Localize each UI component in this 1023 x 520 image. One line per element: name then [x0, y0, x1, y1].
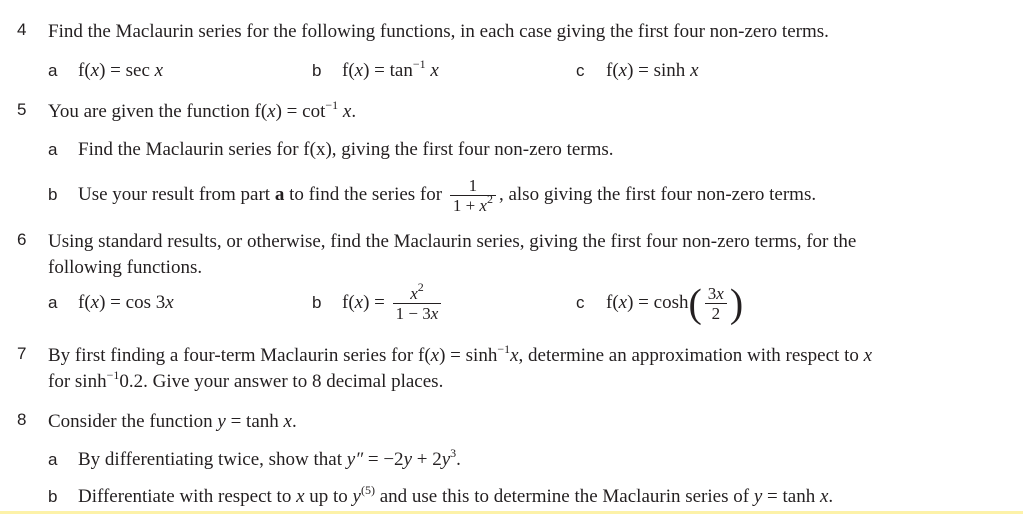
question-text: Find the Maclaurin series for the following functions, in each case giving the first four non-zero terms. — [48, 21, 829, 42]
question-number: 5 — [17, 100, 27, 119]
fraction: $\frac{1}{1 + x^2}$ — [450, 176, 496, 215]
q6-part-a: a f(x) = cos 3x — [48, 292, 174, 313]
question-text-line-1: By first finding a four-term Maclaurin series for $f(x) = \sinh^{-1}x$, determine an approximation with respect to x — [48, 342, 873, 366]
question-text: You are given the function $f(x) = \cot^{-1} x$. — [48, 98, 357, 122]
bottom-rule — [0, 511, 1023, 514]
question-text-line-1: Using standard results, or otherwise, find the Maclaurin series, giving the first four non-zero terms, for the — [48, 231, 857, 252]
q4-part-b: b $f(x) = \tan^{-1} x$ — [312, 57, 439, 81]
q5-part-b: b Use your result from part a to find the series for $\frac{1}{1 + x^2}$ , also giving the first four non-zero terms. — [48, 176, 817, 215]
question-text-line-2: for $\sinh^{-1}0.2$. Give your answer to 8 decimal places. — [48, 368, 444, 392]
q8-part-b: b Differentiate with respect to x up to $y^{(5)}$ and use this to determine the Maclaurin series of y = tanh x. — [48, 483, 834, 507]
q6-part-b: b f(x) = $\frac{x^2}{1 - 3x}$ — [312, 280, 444, 326]
q5-part-a: a Find the Maclaurin series for f(x), giving the first four non-zero terms. — [48, 139, 614, 160]
fraction: $\frac{3x}{2}$ — [705, 284, 727, 323]
q4-part-a: a f(x) = sec x — [48, 60, 164, 81]
question-text: Consider the function y = tanh x. — [48, 411, 297, 432]
question-number: 6 — [17, 230, 27, 249]
question-number: 4 — [17, 20, 27, 39]
q6-part-c: c f(x) = cosh( $\frac{3x}{2}$ ) — [576, 280, 744, 326]
question-number: 7 — [17, 344, 27, 363]
fraction: $\frac{x^2}{1 - 3x}$ — [393, 284, 442, 323]
question-text-line-2: following functions. — [48, 257, 203, 278]
question-number: 8 — [17, 410, 27, 429]
q8-part-a: a By differentiating twice, show that $y'' = -2y + 2y^3$. — [48, 446, 461, 470]
q4-part-c: c f(x) = sinh x — [576, 60, 699, 81]
